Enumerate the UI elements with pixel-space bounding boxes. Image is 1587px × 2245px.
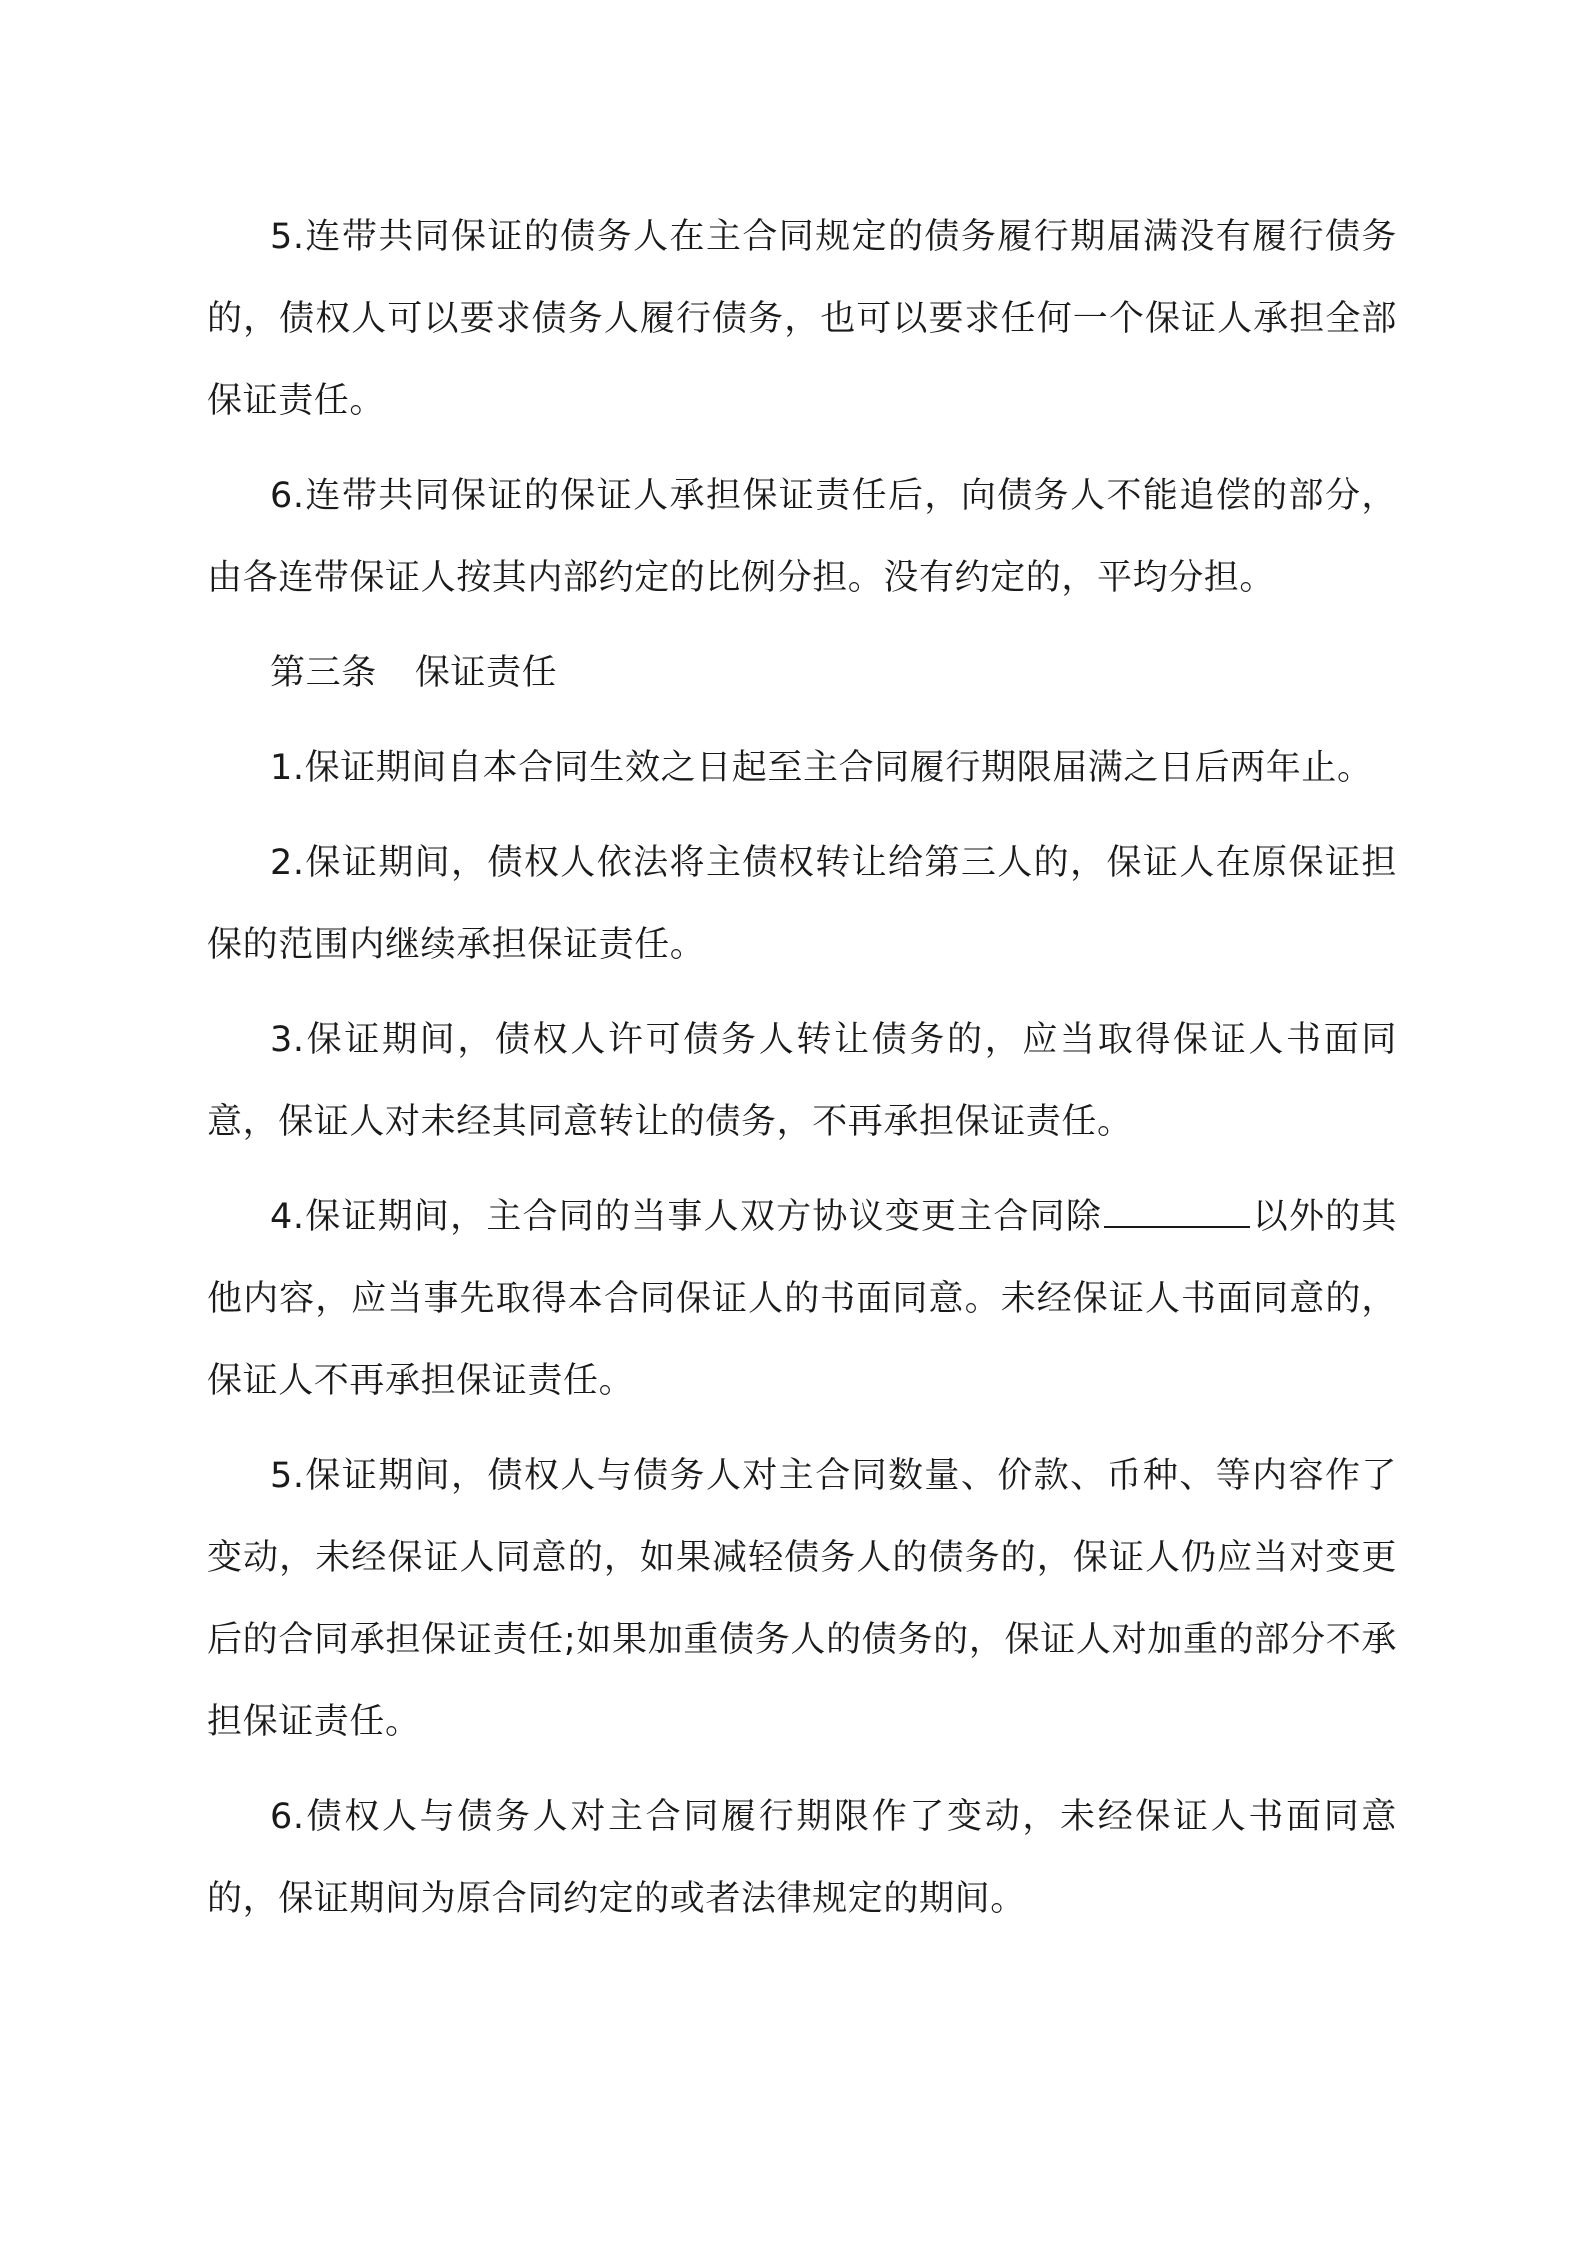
clause-2: 2.保证期间，债权人依法将主债权转让给第三人的，保证人在原保证担保的范围内继续承担保证责任。 [207,843,1397,965]
clause-6: 6.债权人与债务人对主合同履行期限作了变动，未经保证人书面同意的，保证期间为原合同约定的或者法律规定的期间。 [207,1797,1397,1919]
section-number: 第三条 [270,653,377,693]
document-body [207,196,1397,1953]
paragraph-joint-guarantee-5: 5.连带共同保证的债务人在主合同规定的债务履行期届满没有履行债务的，债权人可以要求债务人履行债务，也可以要求任何一个保证人承担全部保证责任。 [207,217,1397,421]
clause-5: 5.保证期间，债权人与债务人对主合同数量、价款、币种、等内容作了变动，未经保证人同意的，如果减轻债务人的债务的，保证人仍应当对变更后的合同承担保证责任;如果加重债务人的债务的，保证人对加重的部分不承担保证责任。 [207,1456,1397,1742]
clause-4-text-before: 4.保证期间，主合同的当事人双方协议变更主合同除 [270,1197,1103,1237]
clause-1: 1.保证期间自本合同生效之日起至主合同履行期限届满之日后两年止。 [270,748,1373,788]
clause-3: 3.保证期间，债权人许可债务人转让债务的，应当取得保证人书面同意，保证人对未经其同意转让的债务，不再承担保证责任。 [207,1020,1397,1142]
clause-4 [207,1176,1397,1422]
paragraph-joint-guarantee-6: 6.连带共同保证的保证人承担保证责任后，向债务人不能追偿的部分，由各连带保证人按其内部约定的比例分担。没有约定的，平均分担。 [207,476,1397,598]
fill-in-blank [1104,1196,1250,1228]
section-heading [207,632,1397,714]
section-title: 保证责任 [414,653,558,693]
clause-4-text-after: 以外的其他内容，应当事先取得本合同保证人的书面同意。未经保证人书面同意的，保证人不再承担保证责任。 [207,1197,1397,1401]
